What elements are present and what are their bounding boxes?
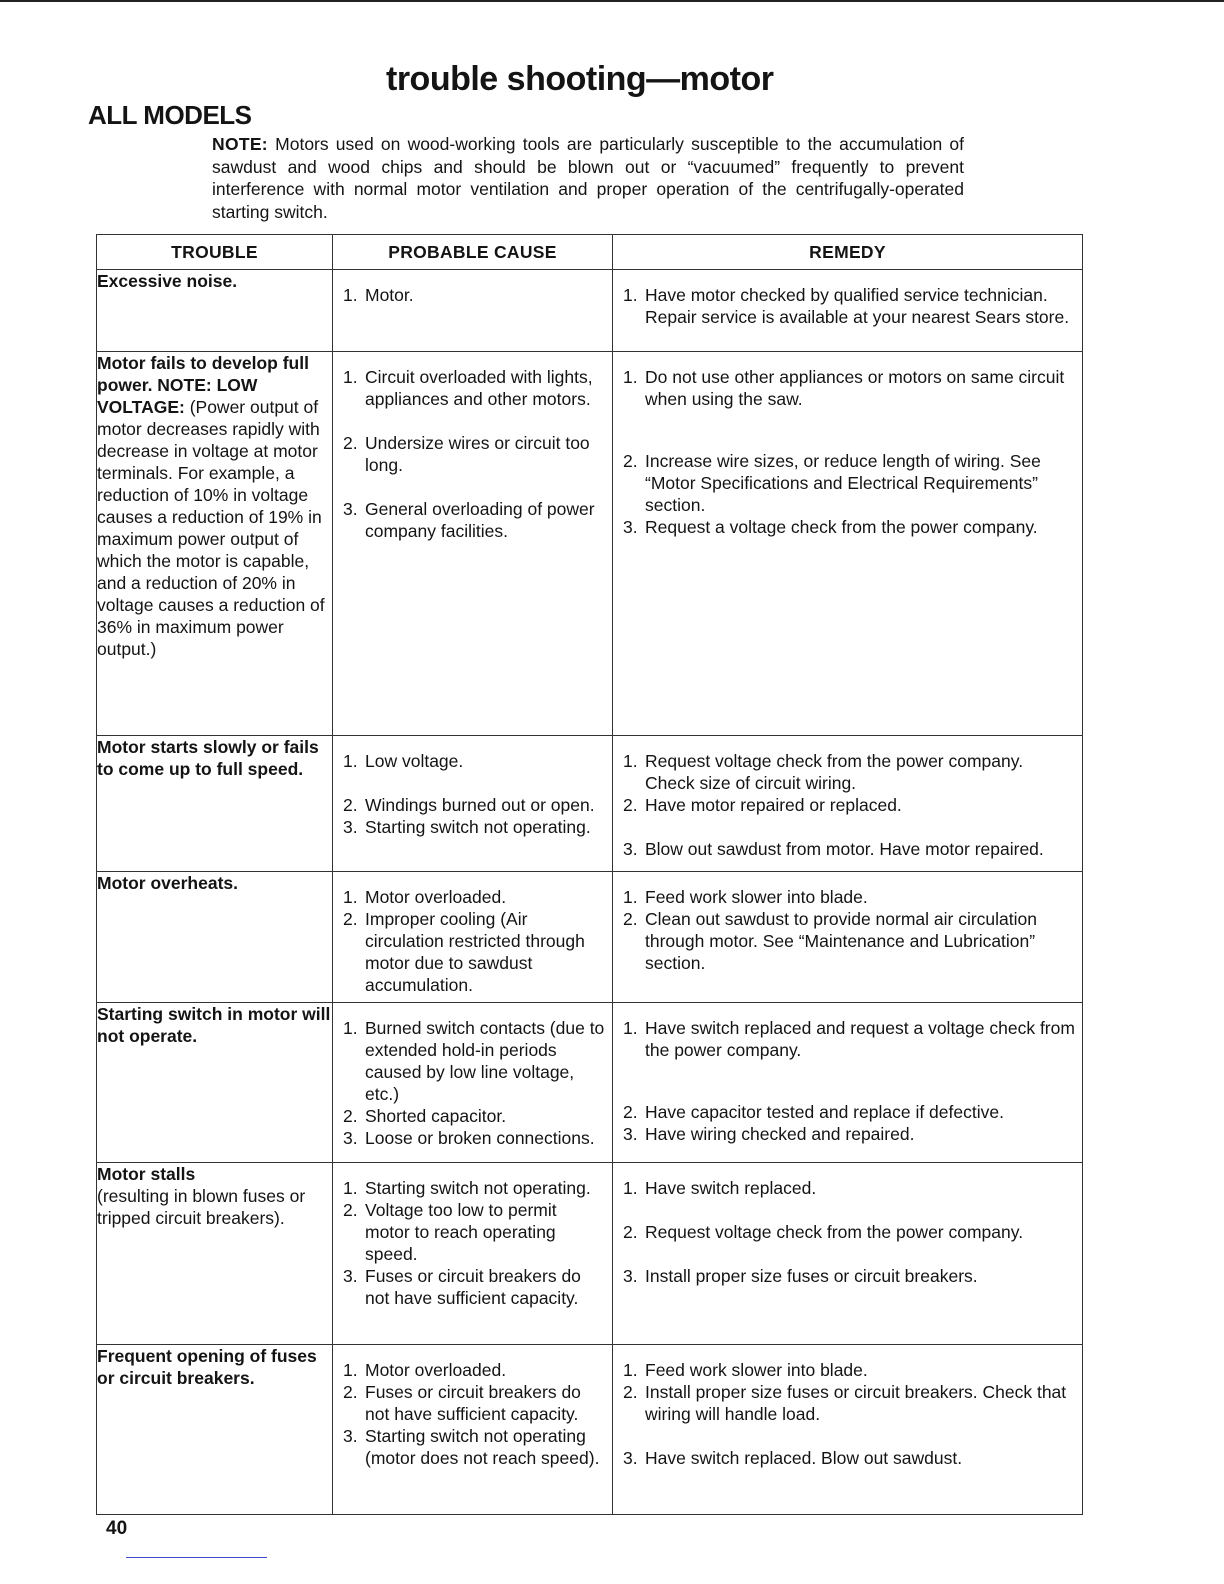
cause-cell [333, 736, 613, 872]
cause-cell [333, 352, 613, 736]
list-item: 1. Starting switch not operating. [343, 1178, 591, 1198]
list-item: 1. Burned switch contacts (due to extended hold-in periods caused by low line voltage, etc.) [343, 1018, 605, 1104]
list-item: 2. Undersize wires or circuit too long. [343, 433, 590, 475]
remedy-cell [613, 1345, 1083, 1515]
note-paragraph [212, 133, 964, 223]
list-item: 1. Have switch replaced. [623, 1178, 817, 1198]
list-item: 2. Request voltage check from the power company. [623, 1222, 1024, 1242]
list-item: 2. Clean out sawdust to provide normal air circulation through motor. See “Maintenance and Lubrication” section. [623, 909, 1037, 973]
list-item: 2. Increase wire sizes, or reduce length of wiring. See “Motor Specifications and Electrical Requirements” section. [623, 451, 1041, 515]
table-row [97, 352, 1083, 736]
cause-cell [333, 270, 613, 352]
trouble-title: Frequent opening of fuses or circuit breakers. [97, 1346, 317, 1388]
header-trouble: TROUBLE [97, 235, 333, 270]
cause-cell [333, 1345, 613, 1515]
list-item: 1. Have motor checked by qualified service technician. Repair service is available at your nearest Sears store. [623, 285, 1070, 327]
list-item: 2. Fuses or circuit breakers do not have sufficient capacity. [343, 1382, 581, 1424]
list-item: 3. Install proper size fuses or circuit breakers. [623, 1266, 978, 1286]
list-item: 1. Motor overloaded. [343, 887, 507, 907]
trouble-cell [97, 872, 333, 1003]
list-item: 1. Request voltage check from the power company. Check size of circuit wiring. [623, 751, 1024, 793]
list-item: 1. Feed work slower into blade. [623, 1360, 868, 1380]
table-row [97, 1345, 1083, 1515]
note-text: Motors used on wood-working tools are particularly susceptible to the accumulation of sawdust and wood chips and should be blown out or “vacuumed” frequently to prevent interference with normal motor ventilation and proper operation of the centrifugally-operated starting switch. [212, 134, 964, 222]
list-item: 1. Motor overloaded. [343, 1360, 507, 1380]
table-row [97, 1163, 1083, 1345]
trouble-title: Excessive noise. [97, 271, 238, 291]
trouble-title: Motor fails to develop full power. NOTE: LOW VOLTAGE: [97, 353, 309, 417]
list-item: 3. Starting switch not operating (motor does not reach speed). [343, 1426, 600, 1468]
remedy-cell [613, 736, 1083, 872]
troubleshooting-table [96, 234, 1083, 1515]
page-title: trouble shooting—motor [386, 60, 774, 98]
footer-rule [126, 1557, 267, 1558]
trouble-cell [97, 1345, 333, 1515]
trouble-detail: (Power output of motor decreases rapidly with decrease in voltage at motor terminals. For example, a reduction of 10% in voltage causes a reduction of 19% in maximum power output of which the motor is capable, and a reduction of 20% in voltage causes a reduction of 36% in maximum power output.) [97, 397, 325, 659]
list-item: 1. Circuit overloaded with lights, appliances and other motors. [343, 367, 593, 409]
remedy-cell [613, 352, 1083, 736]
trouble-detail: (resulting in blown fuses or tripped circuit breakers). [97, 1186, 306, 1228]
trouble-cell [97, 1003, 333, 1163]
list-item: 3. General overloading of power company facilities. [343, 499, 595, 541]
trouble-cell [97, 352, 333, 736]
list-item: 3. Have switch replaced. Blow out sawdust. [623, 1448, 963, 1468]
table-header-row [97, 235, 1083, 270]
cause-cell [333, 1163, 613, 1345]
remedy-cell [613, 872, 1083, 1003]
trouble-title: Motor overheats. [97, 873, 238, 893]
list-item: 1. Have switch replaced and request a voltage check from the power company. [623, 1018, 1075, 1060]
list-item: 2. Have capacitor tested and replace if defective. [623, 1102, 1004, 1122]
list-item: 3. Loose or broken connections. [343, 1128, 595, 1148]
list-item: 1. Low voltage. [343, 751, 464, 771]
table-row [97, 872, 1083, 1003]
table-row [97, 1003, 1083, 1163]
cause-cell [333, 1003, 613, 1163]
list-item: 1. Motor. [343, 285, 414, 305]
trouble-title: Motor starts slowly or fails to come up to full speed. [97, 737, 319, 779]
list-item: 2. Windings burned out or open. [343, 795, 595, 815]
list-item: 3. Request a voltage check from the power company. [623, 517, 1038, 537]
trouble-cell [97, 736, 333, 872]
list-item: 2. Have motor repaired or replaced. [623, 795, 902, 815]
list-item: 2. Voltage too low to permit motor to reach operating speed. [343, 1200, 557, 1264]
list-item: 2. Shorted capacitor. [343, 1106, 507, 1126]
remedy-cell [613, 270, 1083, 352]
top-border-rule [0, 0, 1224, 2]
list-item: 1. Do not use other appliances or motors on same circuit when using the saw. [623, 367, 1065, 409]
list-item: 2. Install proper size fuses or circuit breakers. Check that wiring will handle load. [623, 1382, 1067, 1424]
list-item: 3. Starting switch not operating. [343, 817, 591, 837]
table-row [97, 270, 1083, 352]
table-row [97, 736, 1083, 872]
page-number: 40 [106, 1518, 128, 1539]
list-item: 3. Have wiring checked and repaired. [623, 1124, 915, 1144]
list-item: 3. Fuses or circuit breakers do not have sufficient capacity. [343, 1266, 581, 1308]
note-label: NOTE: [212, 134, 268, 154]
list-item: 2. Improper cooling (Air circulation restricted through motor due to sawdust accumulation. [343, 909, 585, 995]
cause-cell [333, 872, 613, 1003]
models-heading: ALL MODELS [88, 100, 252, 130]
list-item: 1. Feed work slower into blade. [623, 887, 868, 907]
trouble-title: Motor stalls [97, 1164, 196, 1184]
header-remedy: REMEDY [613, 235, 1083, 270]
trouble-title: Starting switch in motor will not operate. [97, 1004, 331, 1046]
remedy-cell [613, 1003, 1083, 1163]
header-probable-cause: PROBABLE CAUSE [333, 235, 613, 270]
trouble-cell [97, 1163, 333, 1345]
trouble-cell [97, 270, 333, 352]
list-item: 3. Blow out sawdust from motor. Have motor repaired. [623, 839, 1044, 859]
remedy-cell [613, 1163, 1083, 1345]
